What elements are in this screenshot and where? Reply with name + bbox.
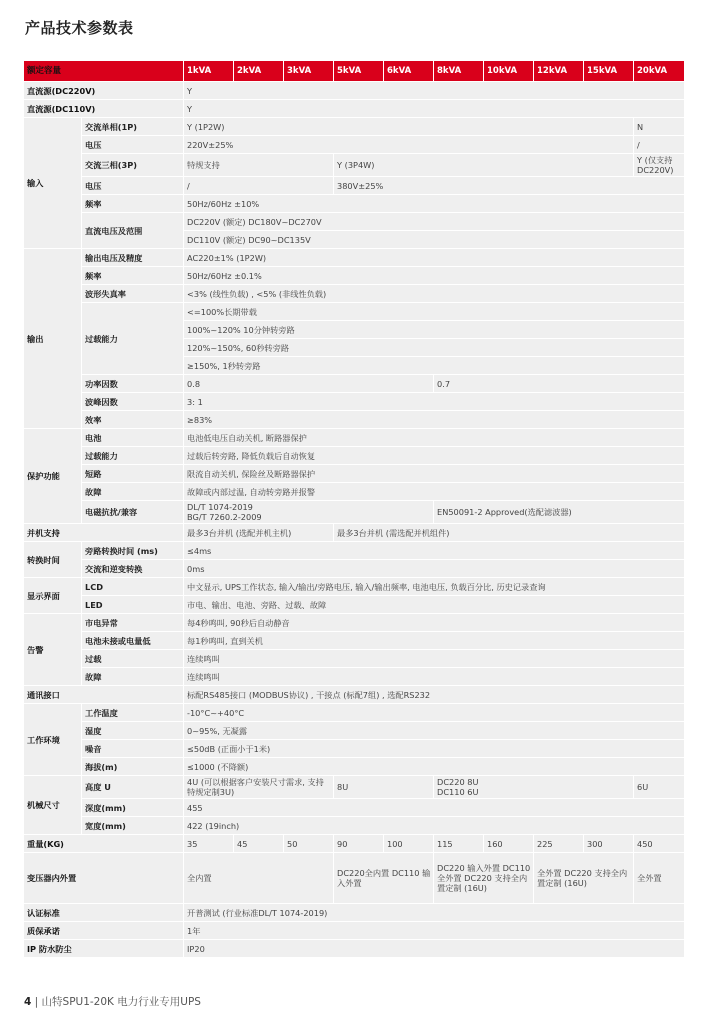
row-sublabel: 电压 [81, 177, 183, 194]
header-cell: 6kVA [383, 61, 433, 81]
table-row [24, 596, 684, 613]
page-title: 产品技术参数表 [25, 19, 134, 37]
row-sublabel: 功率因数 [81, 375, 183, 392]
table-row [24, 195, 684, 212]
table-row [24, 560, 684, 577]
row-value: ≥150%, 1秒转旁路 [183, 357, 684, 374]
table-row [24, 411, 684, 428]
row-value: N [633, 118, 684, 135]
row-value: 3: 1 [183, 393, 684, 410]
table-row [24, 799, 684, 816]
page-footer: 4 | 山特SPU1-20K 电力行业专用UPS [24, 996, 201, 1008]
group-label-mech: 机械尺寸 [24, 776, 81, 834]
group-label-transfer: 转换时间 [24, 542, 81, 577]
group-label-protect: 保护功能 [24, 429, 81, 523]
row-value: 全内置 [183, 853, 333, 903]
table-row [24, 904, 684, 921]
weight-cell: 115 [433, 835, 483, 852]
table-row [24, 524, 684, 541]
row-value: 120%~150%, 60秒转旁路 [183, 339, 684, 356]
height-dc220: DC220 8U [437, 777, 479, 787]
row-sublabel: 直流电压及范围 [81, 213, 183, 248]
row-sublabel: 电池 [81, 429, 183, 446]
table-row [24, 465, 684, 482]
table-row [24, 154, 684, 176]
group-label-env: 工作环境 [24, 704, 81, 775]
table-row [24, 483, 684, 500]
row-sublabel: 深度(mm) [81, 799, 183, 816]
weight-cell: 100 [383, 835, 433, 852]
table-row [24, 740, 684, 757]
row-sublabel: 波形失真率 [81, 285, 183, 302]
table-row [24, 578, 684, 595]
row-value: 6U [633, 776, 684, 798]
row-value: 开普测试 (行业标准DL/T 1074-2019) [183, 904, 684, 921]
row-sublabel: 故障 [81, 668, 183, 685]
row-value: 每4秒鸣叫, 90秒后自动静音 [183, 614, 684, 631]
row-sublabel: 市电异常 [81, 614, 183, 631]
row-value: 限流自动关机, 保险丝及断路器保护 [183, 465, 684, 482]
header-cell: 3kVA [283, 61, 333, 81]
row-value: Y [183, 82, 684, 99]
row-value: 最多3台并机 (需选配并机组件) [333, 524, 684, 541]
row-value: 电池低电压自动关机, 断路器保护 [183, 429, 684, 446]
weight-cell: 160 [483, 835, 533, 852]
emc-standard-2: BG/T 7260.2-2009 [187, 512, 262, 522]
row-value: / [183, 177, 333, 194]
row-sublabel: 旁路转换时间 (ms) [81, 542, 183, 559]
row-value: 中文显示, UPS工作状态, 输入/输出/旁路电压, 输入/输出频率, 电池电压, 负载百分比, 历史记录查询 [183, 578, 684, 595]
spec-table [24, 60, 684, 958]
row-value: ≤50dB (正面小于1米) [183, 740, 684, 757]
row-sublabel: 电压 [81, 136, 183, 153]
table-row [24, 393, 684, 410]
table-row [24, 722, 684, 739]
table-row [24, 650, 684, 667]
table-row [24, 835, 684, 852]
row-label: 并机支持 [24, 524, 183, 541]
row-sublabel: 频率 [81, 267, 183, 284]
weight-cell: 35 [183, 835, 233, 852]
table-row [24, 303, 684, 320]
row-value: 全外置 DC220 支持全内置定制 (16U) [533, 853, 633, 903]
row-sublabel: 过载 [81, 650, 183, 667]
table-row [24, 542, 684, 559]
row-value: EN50091-2 Approved(选配滤波器) [433, 501, 684, 523]
row-value [183, 501, 433, 523]
row-label: 质保承诺 [24, 922, 183, 939]
header-cell: 20kVA [633, 61, 684, 81]
table-row [24, 704, 684, 721]
table-row [24, 118, 684, 135]
header-row [24, 61, 684, 81]
group-label-alarm: 告警 [24, 614, 81, 685]
row-value: 过载后转旁路, 降低负载后自动恢复 [183, 447, 684, 464]
row-value: 8U [333, 776, 433, 798]
page-number: 4 [24, 996, 32, 1008]
row-value: DC220V (额定) DC180V~DC270V [183, 213, 684, 230]
header-cell: 15kVA [583, 61, 633, 81]
row-sublabel: 湿度 [81, 722, 183, 739]
row-value: 455 [183, 799, 684, 816]
row-label: 认证标准 [24, 904, 183, 921]
table-row [24, 177, 684, 194]
table-row [24, 447, 684, 464]
table-row [24, 136, 684, 153]
table-row [24, 776, 684, 798]
row-value: 全外置 [633, 853, 684, 903]
header-label: 额定容量 [24, 61, 183, 81]
row-sublabel: 过载能力 [81, 447, 183, 464]
table-row [24, 501, 684, 523]
row-value: 标配RS485接口 (MODBUS协议) , 干接点 (标配7组) , 选配RS232 [183, 686, 684, 703]
row-value: 每1秒鸣叫, 直到关机 [183, 632, 684, 649]
footer-text: 山特SPU1-20K 电力行业专用UPS [41, 996, 201, 1008]
table-row [24, 940, 684, 957]
row-sublabel: 效率 [81, 411, 183, 428]
header-cell: 12kVA [533, 61, 583, 81]
row-sublabel: LCD [81, 578, 183, 595]
row-value: 连续鸣叫 [183, 650, 684, 667]
row-value: 4U (可以根据客户安装尺寸需求, 支持特规定制3U) [183, 776, 333, 798]
row-value: 0~95%, 无凝露 [183, 722, 684, 739]
row-value: 0.7 [433, 375, 684, 392]
row-value: IP20 [183, 940, 684, 957]
weight-cell: 50 [283, 835, 333, 852]
row-value: DC220 输入外置 DC110 全外置 DC220 支持全内置定制 (16U) [433, 853, 533, 903]
row-sublabel: 交流和逆变转换 [81, 560, 183, 577]
weight-cell: 300 [583, 835, 633, 852]
row-value: 100%~120% 10分钟转旁路 [183, 321, 684, 338]
height-dc110: DC110 6U [437, 787, 479, 797]
table-row [24, 267, 684, 284]
table-row [24, 758, 684, 775]
emc-standard-1: DL/T 1074-2019 [187, 502, 253, 512]
row-label: 重量(KG) [24, 835, 183, 852]
row-sublabel: 海拔(m) [81, 758, 183, 775]
row-value: Y (仅支持DC220V) [633, 154, 684, 176]
row-sublabel: 输出电压及精度 [81, 249, 183, 266]
row-value: 连续鸣叫 [183, 668, 684, 685]
row-value: DC220全内置 DC110 输入外置 [333, 853, 433, 903]
weight-cell: 45 [233, 835, 283, 852]
row-sublabel: 交流单相(1P) [81, 118, 183, 135]
header-cell: 8kVA [433, 61, 483, 81]
table-row [24, 375, 684, 392]
row-value: 50Hz/60Hz ±0.1% [183, 267, 684, 284]
row-label: IP 防水防尘 [24, 940, 183, 957]
row-label: 变压器内外置 [24, 853, 183, 903]
weight-cell: 225 [533, 835, 583, 852]
row-label: 通讯接口 [24, 686, 183, 703]
row-value: 特规支持 [183, 154, 333, 176]
row-sublabel: 工作温度 [81, 704, 183, 721]
table-row [24, 614, 684, 631]
row-sublabel: 宽度(mm) [81, 817, 183, 834]
row-sublabel: 频率 [81, 195, 183, 212]
row-value: 0ms [183, 560, 684, 577]
row-sublabel: 高度 U [81, 776, 183, 798]
row-label: 直流源(DC220V) [24, 82, 183, 99]
row-value: 380V±25% [333, 177, 684, 194]
row-sublabel: 短路 [81, 465, 183, 482]
row-value: ≥83% [183, 411, 684, 428]
header-cell: 5kVA [333, 61, 383, 81]
row-value: 市电、输出、电池、旁路、过载、故障 [183, 596, 684, 613]
group-label-input: 输入 [24, 118, 81, 248]
header-cell: 1kVA [183, 61, 233, 81]
group-label-output: 输出 [24, 249, 81, 428]
row-value: <3% (线性负载) , <5% (非线性负载) [183, 285, 684, 302]
row-value: 422 (19inch) [183, 817, 684, 834]
weight-cell: 90 [333, 835, 383, 852]
row-value: <=100%长期带载 [183, 303, 684, 320]
row-value: 1年 [183, 922, 684, 939]
row-sublabel: 波峰因数 [81, 393, 183, 410]
row-value: Y [183, 100, 684, 117]
row-value: Y (1P2W) [183, 118, 633, 135]
row-value: AC220±1% (1P2W) [183, 249, 684, 266]
row-value: 故障或内部过温, 自动转旁路并报警 [183, 483, 684, 500]
group-label-display: 显示界面 [24, 578, 81, 613]
table-row [24, 922, 684, 939]
row-value: ≤1000 (不降额) [183, 758, 684, 775]
row-sublabel: 过载能力 [81, 303, 183, 374]
table-row [24, 686, 684, 703]
header-cell: 2kVA [233, 61, 283, 81]
table-row [24, 668, 684, 685]
row-value: -10°C~+40°C [183, 704, 684, 721]
row-sublabel: 噪音 [81, 740, 183, 757]
table-row [24, 853, 684, 903]
table-row [24, 817, 684, 834]
table-row [24, 100, 684, 117]
row-value: 220V±25% [183, 136, 633, 153]
table-row [24, 632, 684, 649]
table-row [24, 429, 684, 446]
row-label: 直流源(DC110V) [24, 100, 183, 117]
table-row [24, 82, 684, 99]
row-value [433, 776, 633, 798]
row-sublabel: 故障 [81, 483, 183, 500]
table-row [24, 213, 684, 230]
row-sublabel: 电磁抗扰/兼容 [81, 501, 183, 523]
row-value: Y (3P4W) [333, 154, 633, 176]
row-sublabel: LED [81, 596, 183, 613]
row-value: / [633, 136, 684, 153]
row-value: 0.8 [183, 375, 433, 392]
row-value: 50Hz/60Hz ±10% [183, 195, 684, 212]
table-row [24, 285, 684, 302]
table-row [24, 249, 684, 266]
row-value: DC110V (额定) DC90~DC135V [183, 231, 684, 248]
row-value: 最多3台并机 (选配并机主机) [183, 524, 333, 541]
header-cell: 10kVA [483, 61, 533, 81]
row-sublabel: 交流三相(3P) [81, 154, 183, 176]
row-value: ≤4ms [183, 542, 684, 559]
weight-cell: 450 [633, 835, 684, 852]
row-sublabel: 电池未接或电量低 [81, 632, 183, 649]
